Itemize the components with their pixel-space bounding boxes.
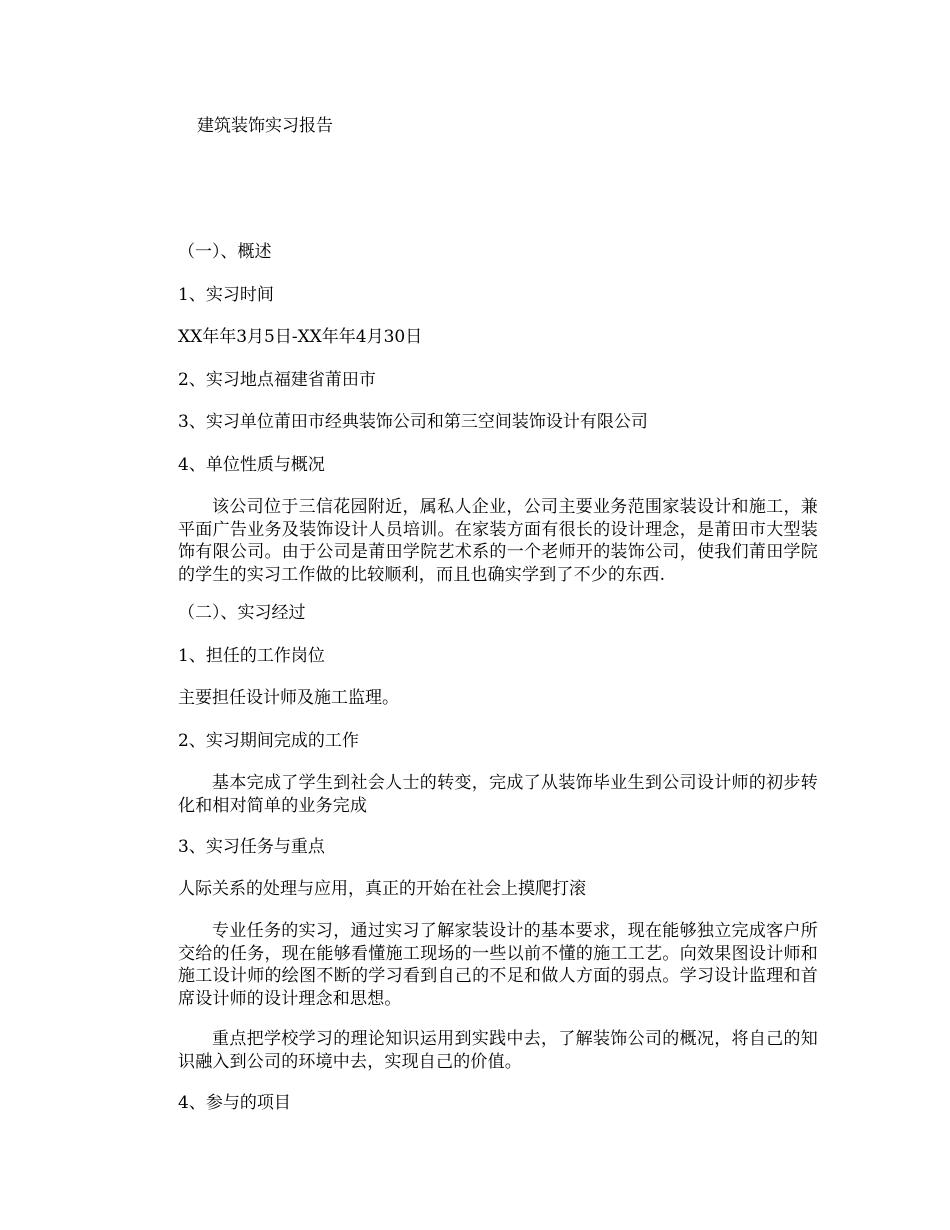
heading-projects: 4、参与的项目 [178,1093,291,1113]
professional-tasks-paragraph: 专业任务的实习，通过实习了解家装设计的基本要求，现在能够独立完成客户所交给的任务，现在能够看懂施工现场的一些以前不懂的施工工艺。向效果图设计师和施工设计师的绘图不断的学习看到自己的不足和做人方面的弱点。学习设计监理和首席设计师的设计理念和思想。 [178,921,818,1009]
heading-company-nature: 4、单位性质与概况 [178,455,325,475]
internship-dates: XX年年3月5日-XX年年4月30日 [178,327,423,347]
heading-tasks-focus: 3、实习任务与重点 [178,837,325,857]
company-description-paragraph: 该公司位于三信花园附近，属私人企业，公司主要业务范围家装设计和施工，兼平面广告业务及装饰设计人员培训。在家装方面有很长的设计理念，是莆田市大型装饰有限公司。由于公司是莆田学院艺术系的一个老师开的装饰公司，使我们莆田学院的学生的实习工作做的比较顺利，而且也确实学到了不少的东西. [178,497,818,585]
heading-job-position: 1、担任的工作岗位 [178,646,325,666]
focus-paragraph: 重点把学校学习的理论知识运用到实践中去，了解装饰公司的概况，将自己的知识融入到公司的环境中去，实现自己的价值。 [178,1029,818,1072]
section-heading-overview: （一）、概述 [178,242,272,262]
heading-internship-time: 1、实习时间 [178,285,274,305]
internship-company: 3、实习单位莆田市经典装饰公司和第三空间装饰设计有限公司 [178,412,648,432]
section-heading-process: （二）、实习经过 [178,603,306,623]
job-position-text: 主要担任设计师及施工监理。 [178,688,399,708]
internship-location: 2、实习地点福建省莆田市 [178,370,376,390]
interpersonal-text: 人际关系的处理与应用，真正的开始在社会上摸爬打滚 [178,879,586,899]
completed-work-paragraph: 基本完成了学生到社会人士的转变，完成了从装饰毕业生到公司设计师的初步转化和相对简单的业务完成 [178,773,818,816]
document-title: 建筑装饰实习报告 [197,116,333,136]
heading-completed-work: 2、实习期间完成的工作 [178,731,359,751]
